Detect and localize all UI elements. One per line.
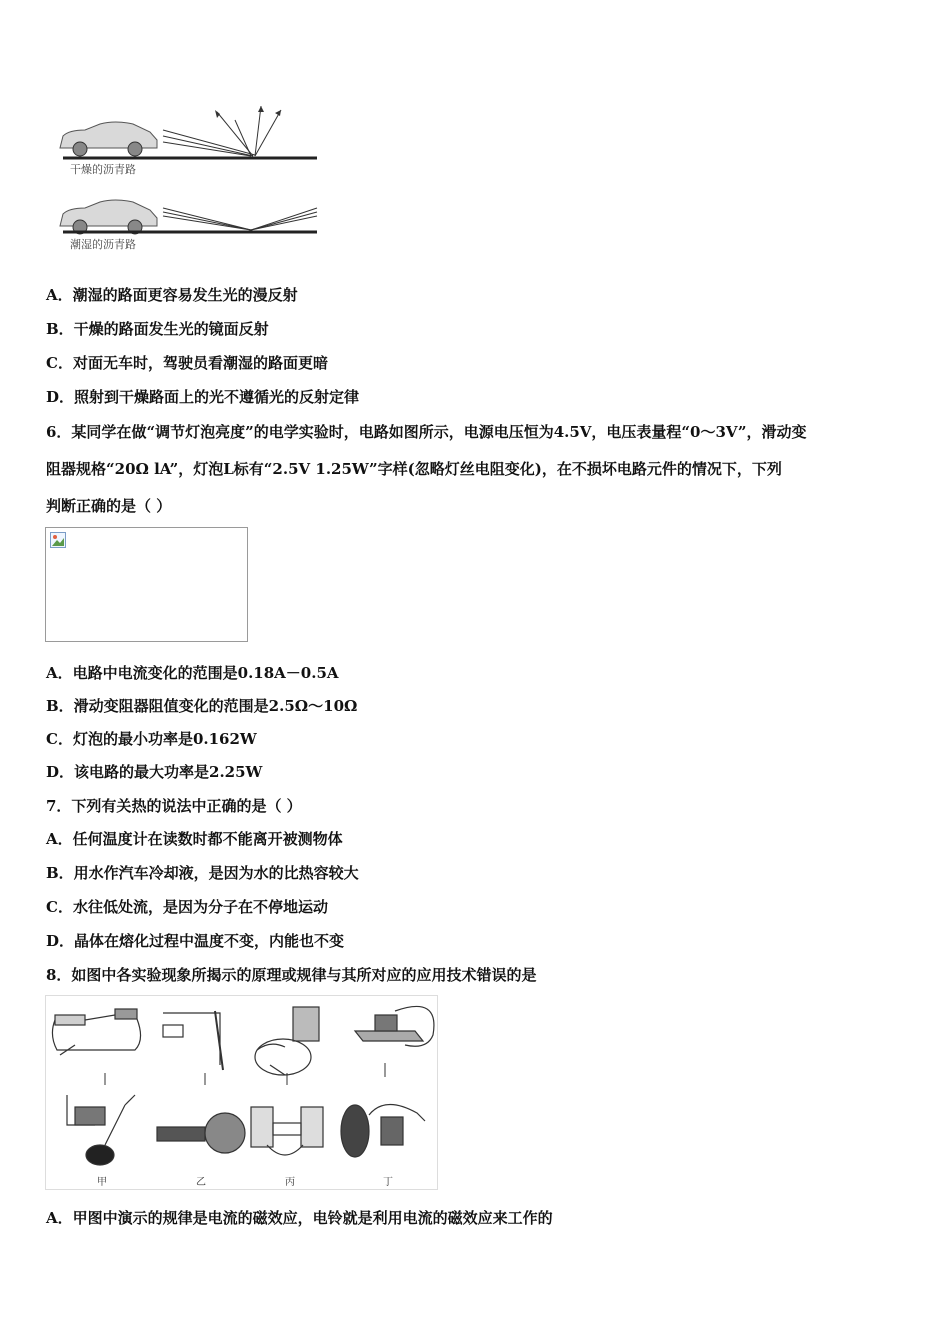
wet-road-label: 潮湿的沥青路: [70, 238, 136, 251]
q7-option-b: B．用水作汽车冷却液，是因为水的比热容较大: [46, 864, 359, 882]
dry-incident-rays: [163, 106, 281, 156]
q8-stem: 8．如图中各实验现象所揭示的原理或规律与其所对应的应用技术错误的是: [46, 966, 537, 984]
car-wet-illustration: [60, 200, 157, 234]
q7-stem: 7．下列有关热的说法中正确的是（ ）: [46, 797, 302, 815]
q7-option-a: A．任何温度计在读数时都不能离开被测物体: [46, 830, 343, 848]
dry-road-label: 干燥的沥青路: [70, 163, 136, 176]
q6-option-d: D．该电路的最大功率是2.25W: [46, 763, 263, 781]
q5-option-b: B．干燥的路面发生光的镜面反射: [46, 320, 269, 338]
car-dry-illustration: [60, 122, 157, 156]
broken-image-icon: [50, 532, 66, 548]
q6-option-a: A．电路中电流变化的范围是0.18A－0.5A: [46, 664, 339, 682]
q6-option-c: C．灯泡的最小功率是0.162W: [46, 730, 257, 748]
q5-option-a: A．潮湿的路面更容易发生光的漫反射: [46, 286, 298, 304]
q7-option-c: C．水往低处流，是因为分子在不停地运动: [46, 898, 328, 916]
panel-label-yi: 乙: [196, 1177, 206, 1188]
q8-option-a: A．甲图中演示的规律是电流的磁效应，电铃就是利用电流的磁效应来工作的: [46, 1209, 553, 1227]
q5-option-c: C．对面无车时，驾驶员看潮湿的路面更暗: [46, 354, 328, 372]
panel-label-bing: 丙: [285, 1177, 295, 1188]
dry-arrowheads: [215, 106, 281, 118]
q5-option-d: D．照射到干燥路面上的光不遵循光的反射定律: [46, 388, 360, 406]
circuit-image-placeholder: [45, 527, 248, 642]
panel-label-jia: 甲: [97, 1177, 107, 1188]
wet-rays: [163, 208, 317, 230]
q6-stem-line-1: 6．某同学在做“调节灯泡亮度”的电学实验时，电路如图所示，电源电压恒为4.5V，电压表量程“0～3V”，滑动变: [46, 423, 807, 441]
electromagnet-experiments-figure: [45, 995, 438, 1190]
q6-stem-line-3: 判断正确的是（ ）: [46, 497, 172, 515]
q6-option-b: B．滑动变阻器阻值变化的范围是2.5Ω～10Ω: [46, 697, 358, 715]
q6-stem-line-2: 阻器规格“20Ω lA”，灯泡L标有“2.5V 1.25W”字样(忽略灯丝电阻变化)，在不损坏电路元件的情况下，下列: [46, 460, 782, 478]
panel-label-ding: 丁: [383, 1177, 393, 1188]
q7-option-d: D．晶体在熔化过程中温度不变，内能也不变: [46, 932, 345, 950]
